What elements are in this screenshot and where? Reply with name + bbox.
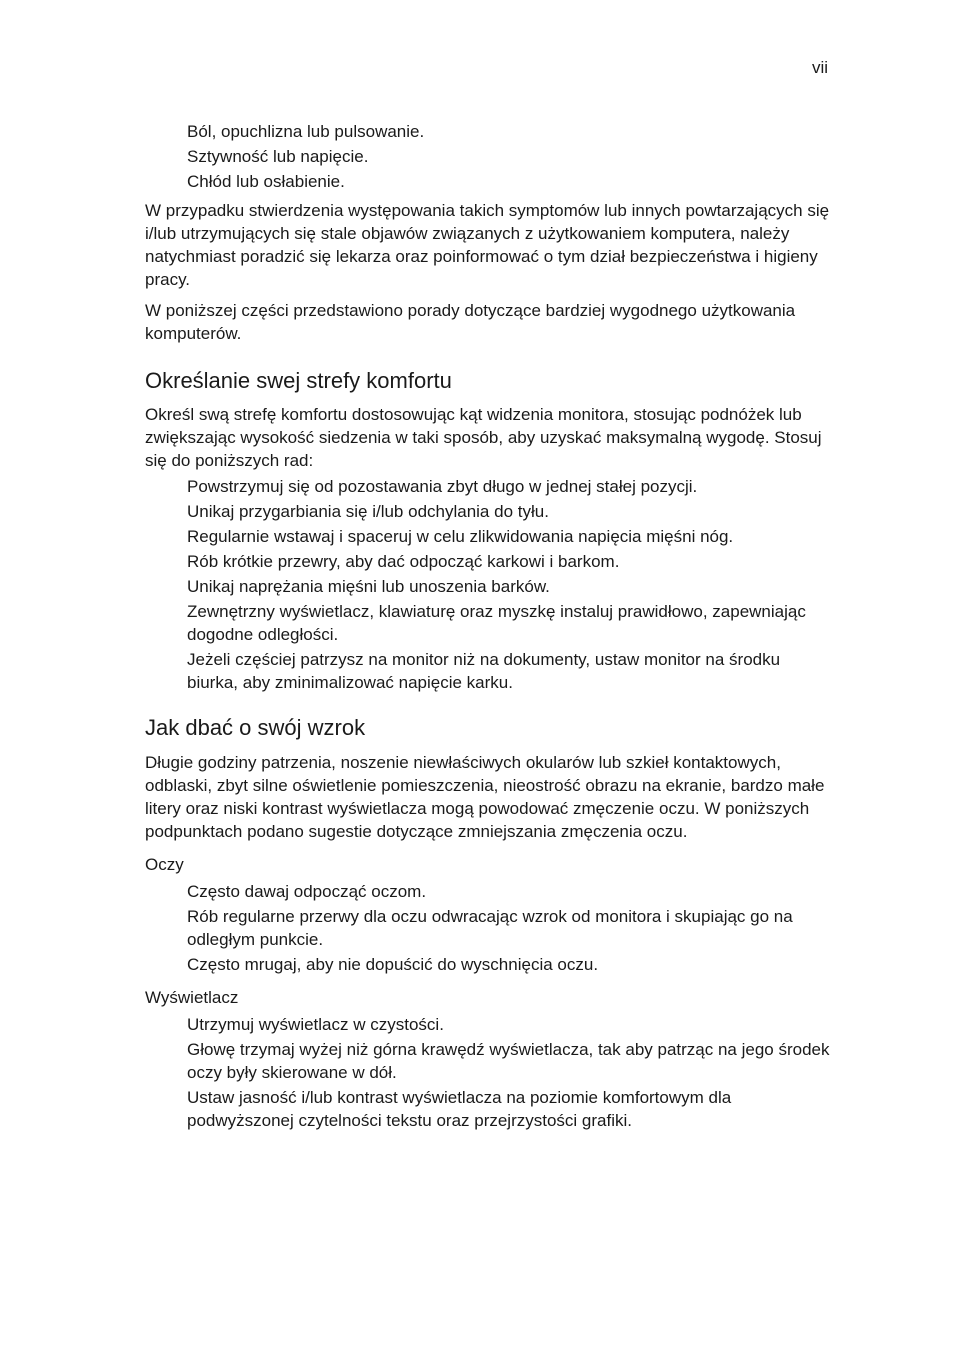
symptom-list: [145, 120, 835, 193]
list-item: Utrzymuj wyświetlacz w czystości.: [187, 1015, 444, 1034]
list-item: Sztywność lub napięcie.: [187, 147, 369, 166]
section-heading: Jak dbać o swój wzrok: [145, 715, 366, 740]
list-item: Unikaj naprężania mięśni lub unoszenia barków.: [187, 577, 550, 596]
page-number: vii: [811, 58, 828, 77]
subheading-eyes: Oczy: [145, 855, 184, 874]
paragraph: Określ swą strefę komfortu dostosowując kąt widzenia monitora, stosując podnóżek lub zwiększając wysokość siedzenia w taki sposób, aby uzyskać maksymalną wygodę. Stosuj się do poniższych rad:: [145, 405, 822, 470]
paragraph: W przypadku stwierdzenia występowania takich symptomów lub innych powtarzających się i/lub utrzymujących się stale objawów związanych z użytkowaniem komputera, należy natychmiast poradzić się lekarza oraz poinformować o tym dział bezpieczeństwa i higieny pracy.: [145, 201, 830, 289]
list-item: Często dawaj odpocząć oczom.: [187, 882, 427, 901]
list-item: Unikaj przygarbiania się i/lub odchylania do tyłu.: [187, 502, 549, 521]
subheading-display: Wyświetlacz: [145, 988, 239, 1007]
list-item: Często mrugaj, aby nie dopuścić do wyschnięcia oczu.: [187, 955, 599, 974]
section-heading: Określanie swej strefy komfortu: [145, 368, 452, 393]
display-tips-list: [145, 1013, 835, 1132]
list-item: Rób krótkie przewry, aby dać odpocząć karkowi i barkom.: [187, 552, 620, 571]
page-content: [145, 120, 835, 1134]
comfort-tips-list: [145, 475, 835, 694]
list-item: Głowę trzymaj wyżej niż górna krawędź wyświetlacza, tak aby patrząc na jego środek oczy były skierowane w dół.: [187, 1040, 830, 1082]
list-item: Regularnie wstawaj i spaceruj w celu zlikwidowania napięcia mięśni nóg.: [187, 527, 734, 546]
list-item: Ból, opuchlizna lub pulsowanie.: [187, 122, 425, 141]
list-item: Powstrzymuj się od pozostawania zbyt długo w jednej stałej pozycji.: [187, 477, 698, 496]
list-item: Jeżeli częściej patrzysz na monitor niż na dokumenty, ustaw monitor na środku biurka, aby zminimalizować napięcie karku.: [187, 650, 781, 692]
list-item: Rób regularne przerwy dla oczu odwracając wzrok od monitora i skupiając go na odległym punkcie.: [187, 907, 793, 949]
list-item: Ustaw jasność i/lub kontrast wyświetlacza na poziomie komfortowym dla podwyższonej czytelności tekstu oraz przejrzystości grafiki.: [187, 1088, 732, 1130]
list-item: Zewnętrzny wyświetlacz, klawiaturę oraz myszkę instaluj prawidłowo, zapewniając dogodne odległości.: [187, 602, 806, 644]
list-item: Chłód lub osłabienie.: [187, 172, 345, 191]
eyes-tips-list: [145, 880, 835, 976]
paragraph: W poniższej części przedstawiono porady dotyczące bardziej wygodnego użytkowania komputerów.: [145, 301, 796, 343]
paragraph: Długie godziny patrzenia, noszenie niewłaściwych okularów lub szkieł kontaktowych, odblaski, zbyt silne oświetlenie pomieszczenia, nieostrość obrazu na ekranie, bardzo małe litery oraz niski kontrast wyświetlacza mogą powodować zmęczenie oczu. W poniższych podpunktach podano sugestie dotyczące zmniejszania zmęczenia oczu.: [145, 753, 825, 841]
